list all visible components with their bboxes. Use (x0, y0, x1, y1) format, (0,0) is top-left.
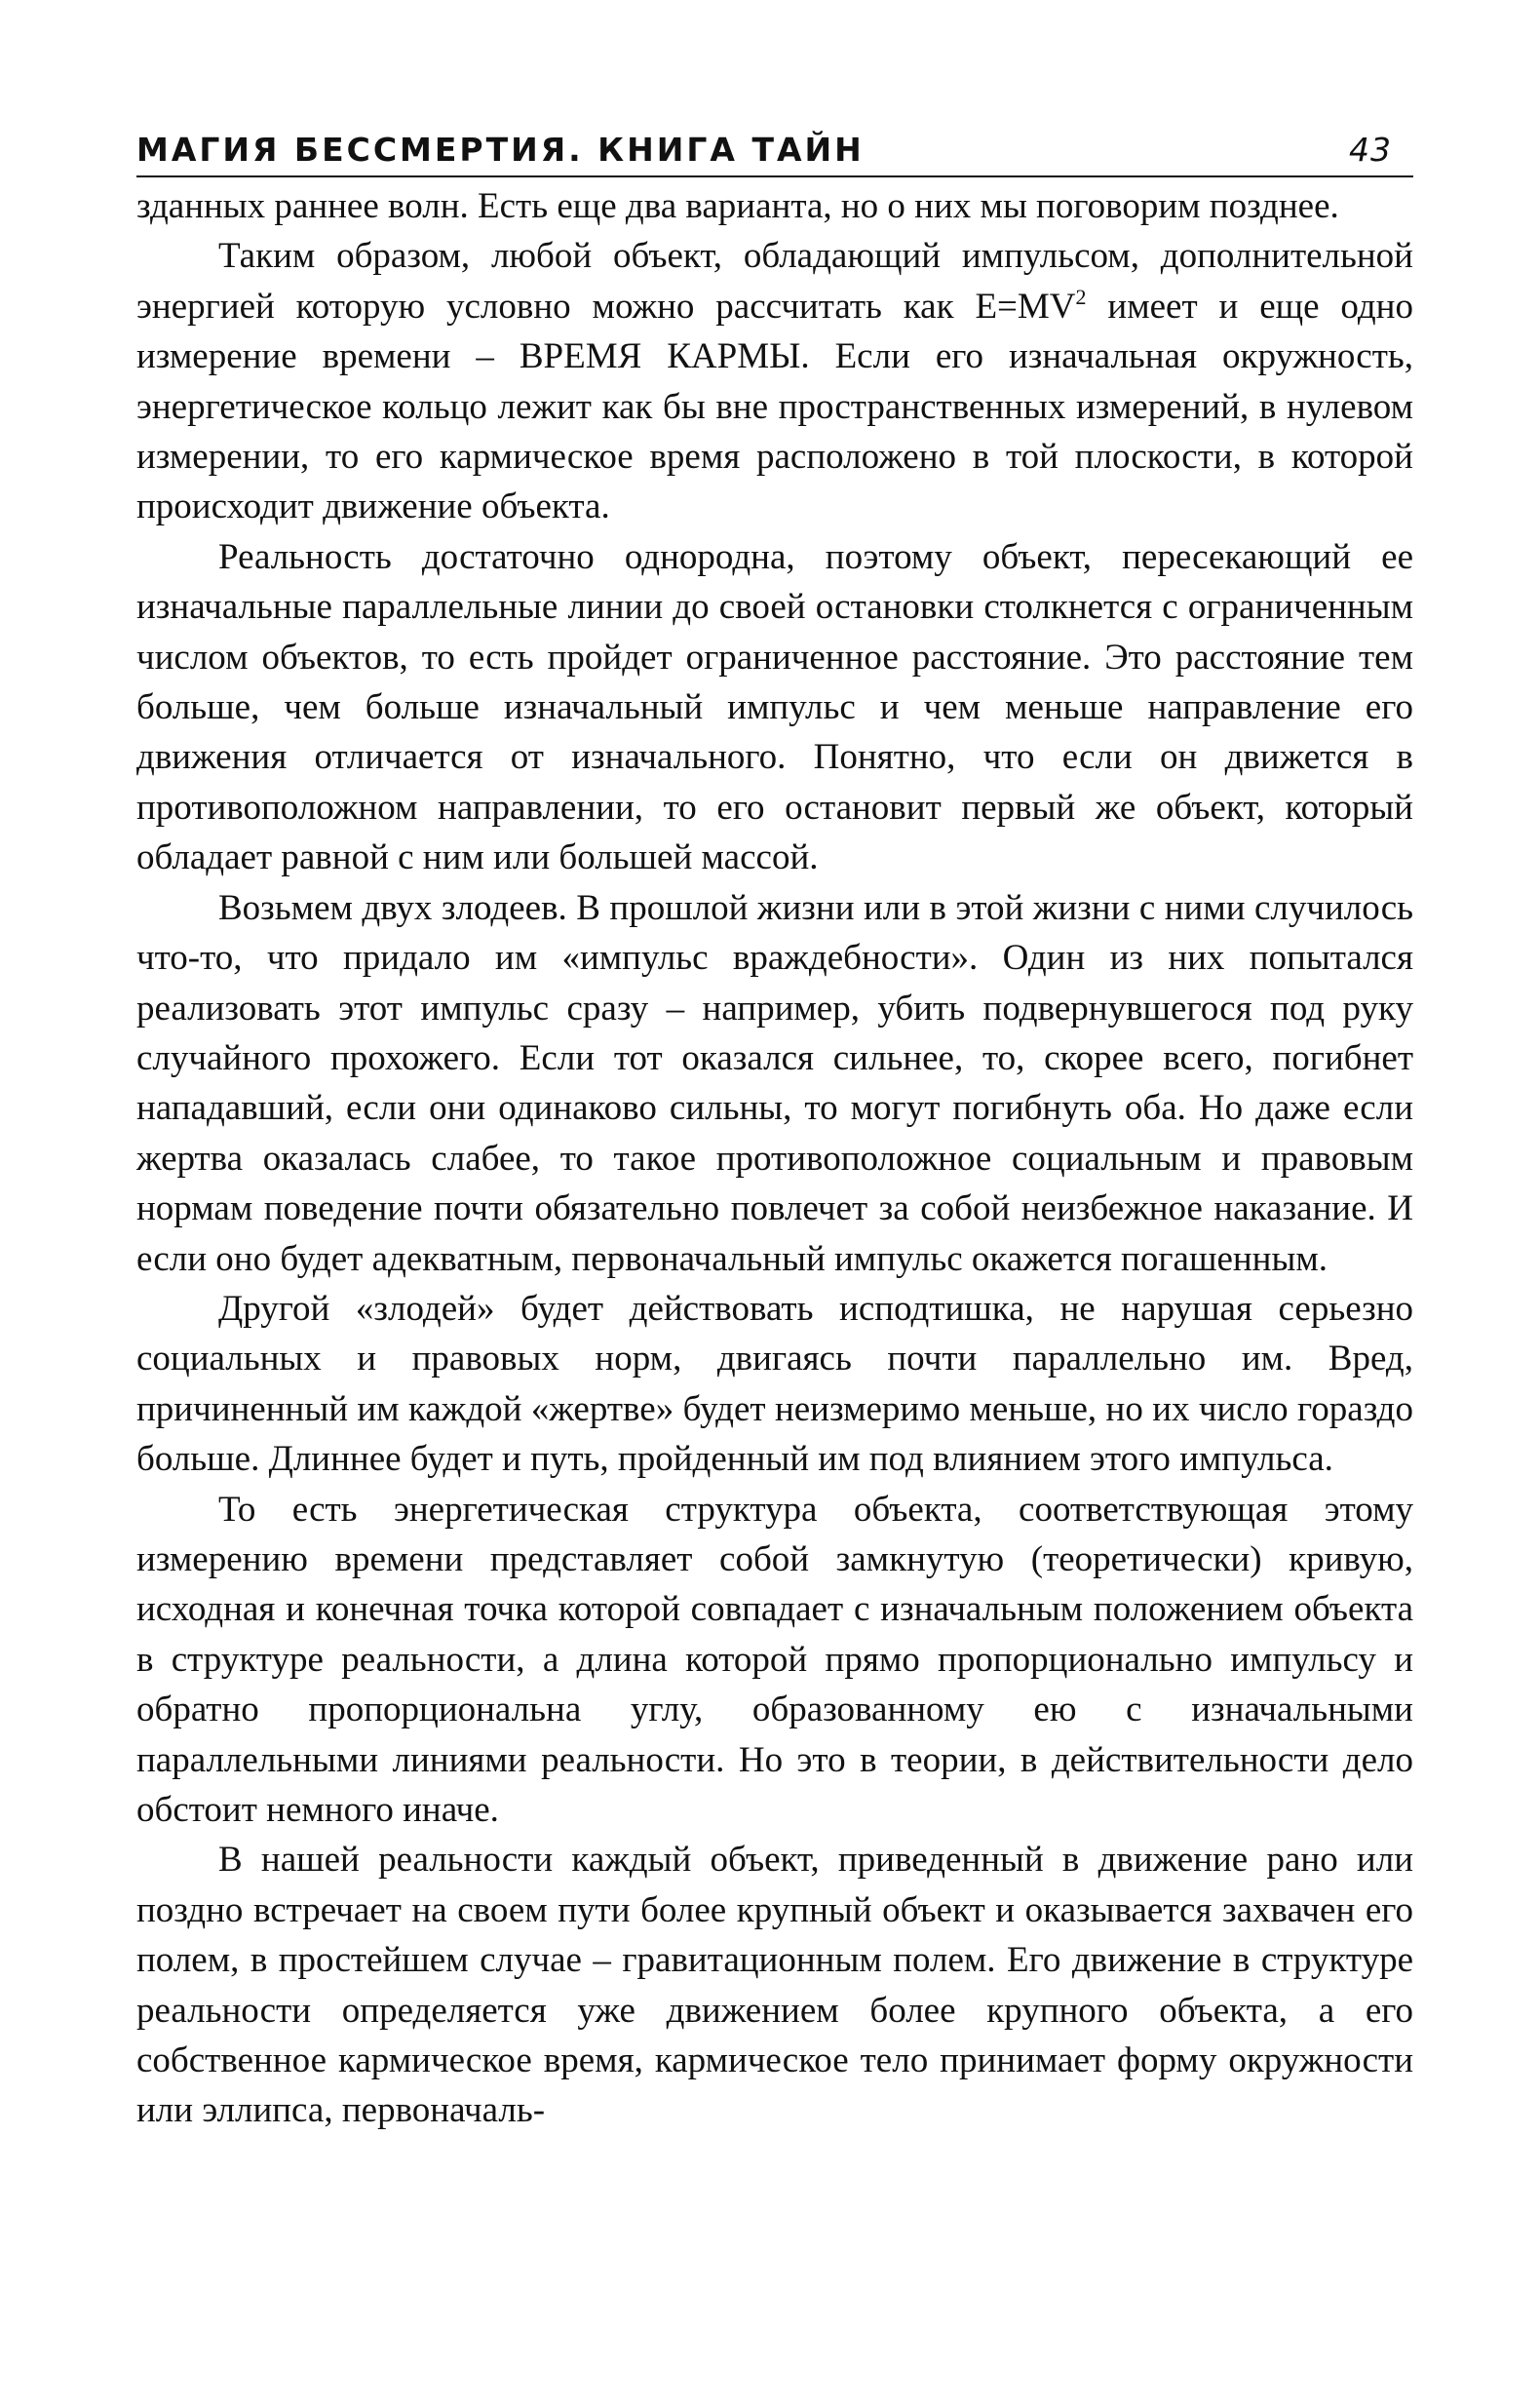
paragraph-text-after-formula: имеет и еще одно измерение времени – ВРЕМЯ КАРМЫ. Если его изначальная окружность, энергетическое кольцо лежит как бы вне пространственных измерений, в нулевом измерении, то его кармическое время расположено в той плоскости, в которой происходит движение объекта. (136, 286, 1413, 527)
paragraph-two-villains: Возьмем двух злодеев. В прошлой жизни или в этой жизни с ними случилось что-то, что придало им «импульс враждебности». Один из них попытался реализовать этот импульс сразу – например, убить подвернувшегося под руку случайного прохожего. Если тот оказался сильнее, то, скорее всего, погибнет нападавший, если они одинаково сильны, то могут погибнуть оба. Но даже если жертва оказалась слабее, то такое противоположное социальным и правовым нормам поведение почти обязательно повлечет за собой неизбежное наказание. И если оно будет адекватным, первоначальный импульс окажется погашенным. (136, 887, 1413, 1279)
paragraph-second-villain: Другой «злодей» будет действовать исподтишка, не нарушая серьезно социальных и правовых норм, двигаясь почти параллельно им. Вред, причиненный им каждой «жертве» будет неизмеримо меньше, но их число гораздо больше. Длиннее будет и путь, пройденный им под влиянием этого импульса. (136, 1288, 1413, 1480)
running-header (136, 125, 1413, 177)
paragraph-our-reality: В нашей реальности каждый объект, приведенный в движение рано или поздно встречает на своем пути более крупный объект и оказывается захвачен его полем, в простейшем случае – гравитационным полем. Его движение в структуре реальности определяется уже движением более крупного объекта, а его собственное кармическое время, кармическое тело принимает форму окружности или эллипса, первоначаль- (136, 1840, 1413, 2131)
paragraph-energy-structure: То есть энергетическая структура объекта, соответствующая этому измерению времени представляет собой замкнутую (теоретически) кривую, исходная и конечная точка которой совпадает с изначальным положением объекта в структуре реальности, а длина которой прямо пропорционально импульсу и обратно пропорциональна углу, образованному ею с изначальными параллельными линиями реальности. Но это в теории, в действительности дело обстоит немного иначе. (136, 1489, 1413, 1830)
body-text (136, 181, 1413, 2136)
paragraph-continued: зданных раннее волн. Есть еще два варианта, но о них мы поговорим позднее. (136, 186, 1339, 226)
paragraph-text-before-formula: Таким образом, любой объект, обладающий импульсом, дополнительной энергией которую условно можно рассчитать как E=MV (136, 236, 1413, 327)
paragraph-karma-time (136, 231, 1413, 531)
formula-superscript: 2 (1075, 284, 1087, 309)
book-page (136, 125, 1413, 2136)
paragraph-reality-homogeneous: Реальность достаточно однородна, поэтому объект, пересекающий ее изначальные параллельные линии до своей остановки столкнется с ограниченным числом объектов, то есть пройдет ограниченное расстояние. Это расстояние тем больше, чем больше изначальный импульс и чем меньше направление его движения отличается от изначального. Понятно, что если он движется в противоположном направлении, то его остановит первый же объект, который обладает равной с ним или большей массой. (136, 536, 1413, 878)
running-title: МАГИЯ БЕССМЕРТИЯ. КНИГА ТАЙН (136, 131, 865, 169)
page-number: 43 (1349, 131, 1392, 169)
